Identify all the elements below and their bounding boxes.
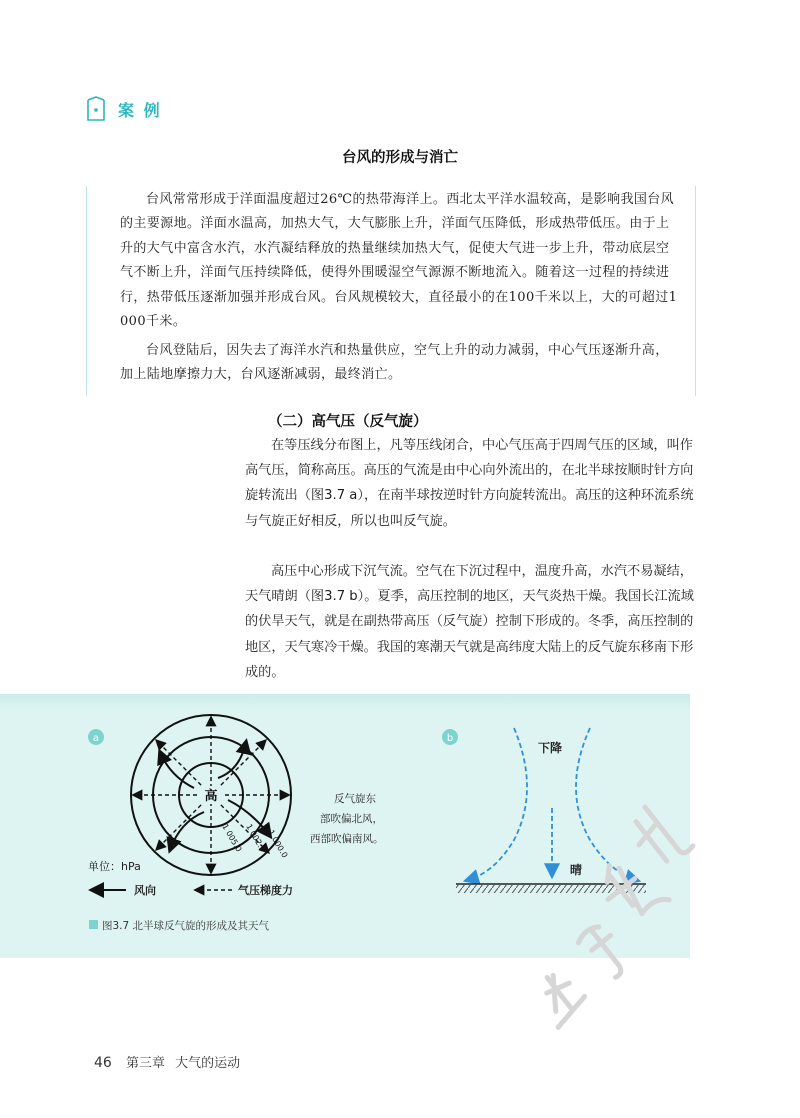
page-footer	[94, 1052, 240, 1071]
panel-b-badge	[442, 729, 458, 745]
isobar-value-1005: 1 005.0	[220, 822, 244, 854]
case-title: 台风的形成与消亡	[342, 150, 458, 166]
section-paragraph-2: 高压中心形成下沉气流。空气在下沉过程中，温度升高，水汽不易凝结，天气晴朗（图3.7 b）。夏季，高压控制的地区，天气炎热干燥。我国长江流域的伏旱天气，就是在副热带高压（反气旋）控制下形成的。冬季，高压控制的地区，天气寒冷干燥。我国的寒潮天气就是高纬度大陆上的反气旋东移南下形成的。	[245, 564, 694, 680]
caption-marker	[89, 920, 98, 929]
svg-text:a: a	[92, 733, 100, 744]
section-heading: （二）高气压（反气旋）	[268, 414, 428, 430]
case-paragraph-2: 台风登陆后，因失去了海洋水汽和热量供应，空气上升的动力减弱，中心气压逐渐升高，加上陆地摩擦力大，台风逐渐减弱，最终消亡。	[120, 343, 669, 383]
annotation	[310, 792, 384, 845]
svg-text:b: b	[446, 733, 454, 744]
svg-text:西部吹偏南风。: 西部吹偏南风。	[310, 833, 384, 845]
svg-text:反气旋东: 反气旋东	[334, 793, 376, 805]
sinking-label: 下降	[537, 741, 563, 755]
case-paragraph-1: 台风常常形成于洋面温度超过26℃的热带海洋上。西北太平洋水温较高，是影响我国台风的主要源地。洋面水温高，加热大气，大气膨胀上升，洋面气压降低，形成热带低压。由于上升的大气中富含水汽，水汽凝结释放的热量继续加热大气，促使大气进一步上升，带动底层空气不断上升，洋面气压持续降低，使得外围暖湿空气源源不断地流入。随着这一过程的持续进行，热带低压逐渐加强并形成台风。台风规模较大，直径最小的在100千米以上，大的可超过1 000千米。	[120, 192, 678, 330]
legend	[92, 883, 293, 897]
isobar-value-1002: 1 002.5	[244, 822, 268, 854]
section-paragraph-1: 在等压线分布图上，凡等压线闭合，中心气压高于四周气压的区域，叫作高气压，简称高压。高压的气流是由中心向外流出的，在北半球按顺时针方向旋转流出（图3.7 a），在南半球按逆时针方向旋转流出。高压的这种环流系统与气旋正好相反，所以也叫反气旋。	[245, 438, 694, 529]
chapter-title: 大气的运动	[175, 1056, 241, 1071]
clear-weather-label: 晴	[570, 863, 583, 877]
figure-caption: 图3.7 北半球反气旋的形成及其天气	[102, 920, 270, 932]
page-number: 46	[94, 1055, 112, 1071]
high-pressure-label: 高	[204, 789, 218, 804]
isobar-value-1000: 1 000.0	[266, 828, 290, 860]
case-label: 案 例	[118, 101, 162, 120]
legend-gradient-label: 气压梯度力	[238, 884, 293, 897]
unit-label: 单位：hPa	[88, 860, 141, 873]
ground	[456, 884, 646, 893]
chapter-number: 第三章	[125, 1056, 165, 1071]
svg-text:部吹偏北风，: 部吹偏北风，	[320, 813, 383, 825]
legend-wind-label: 风向	[134, 884, 156, 897]
panel-a-badge	[88, 729, 104, 745]
